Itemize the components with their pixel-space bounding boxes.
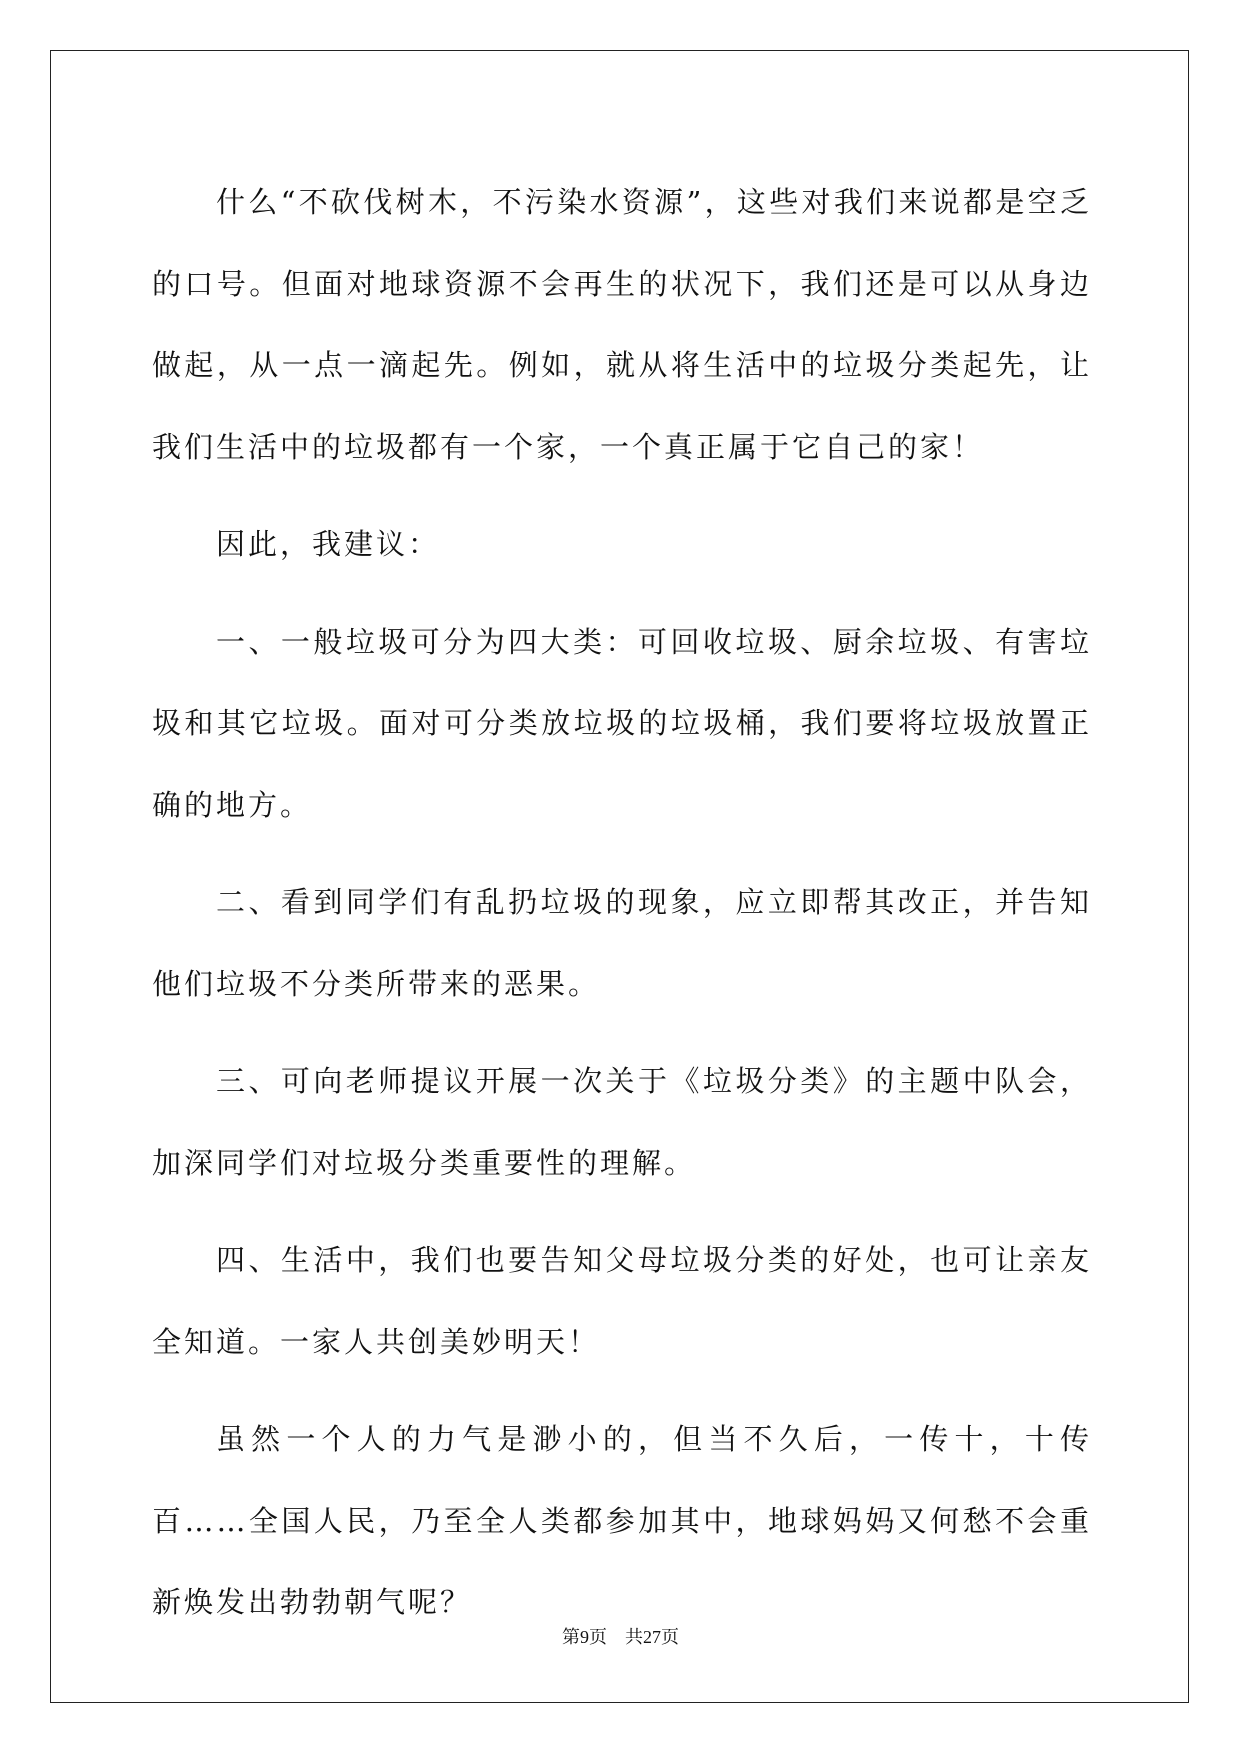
paragraph: 什么“不砍伐树木，不污染水资源”，这些对我们来说都是空乏的口号。但面对地球资源不会再生的状况下，我们还是可以从身边做起，从一点一滴起先。例如，就从将生活中的垃圾分类起先，让我们生活中的垃圾都有一个家，一个真正属于它自己的家！ bbox=[152, 185, 1092, 464]
total-prefix: 共 bbox=[625, 1627, 643, 1648]
page-number: 9 bbox=[580, 1627, 589, 1647]
paragraph: 二、看到同学们有乱扔垃圾的现象，应立即帮其改正，并告知他们垃圾不分类所带来的恶果。 bbox=[152, 885, 1092, 1001]
page-prefix: 第 bbox=[562, 1627, 580, 1648]
page-footer bbox=[0, 1623, 1241, 1649]
total-suffix: 页 bbox=[661, 1627, 679, 1648]
paragraph: 因此，我建议： bbox=[216, 527, 441, 561]
paragraph: 一、一般垃圾可分为四大类：可回收垃圾、厨余垃圾、有害垃圾和其它垃圾。面对可分类放垃圾的垃圾桶，我们要将垃圾放置正确的地方。 bbox=[152, 624, 1092, 822]
paragraph: 虽然一个人的力气是渺小的，但当不久后，一传十，十传百……全国人民，乃至全人类都参加其中，地球妈妈又何愁不会重新焕发出勃勃朝气呢？ bbox=[152, 1422, 1092, 1619]
page-suffix: 页 bbox=[589, 1627, 607, 1648]
document-body bbox=[152, 162, 1092, 1660]
total-pages: 27 bbox=[643, 1627, 661, 1647]
paragraph: 四、生活中，我们也要告知父母垃圾分类的好处，也可让亲友全知道。一家人共创美妙明天！ bbox=[152, 1243, 1092, 1359]
paragraph: 三、可向老师提议开展一次关于《垃圾分类》的主题中队会，加深同学们对垃圾分类重要性的理解。 bbox=[152, 1064, 1092, 1180]
